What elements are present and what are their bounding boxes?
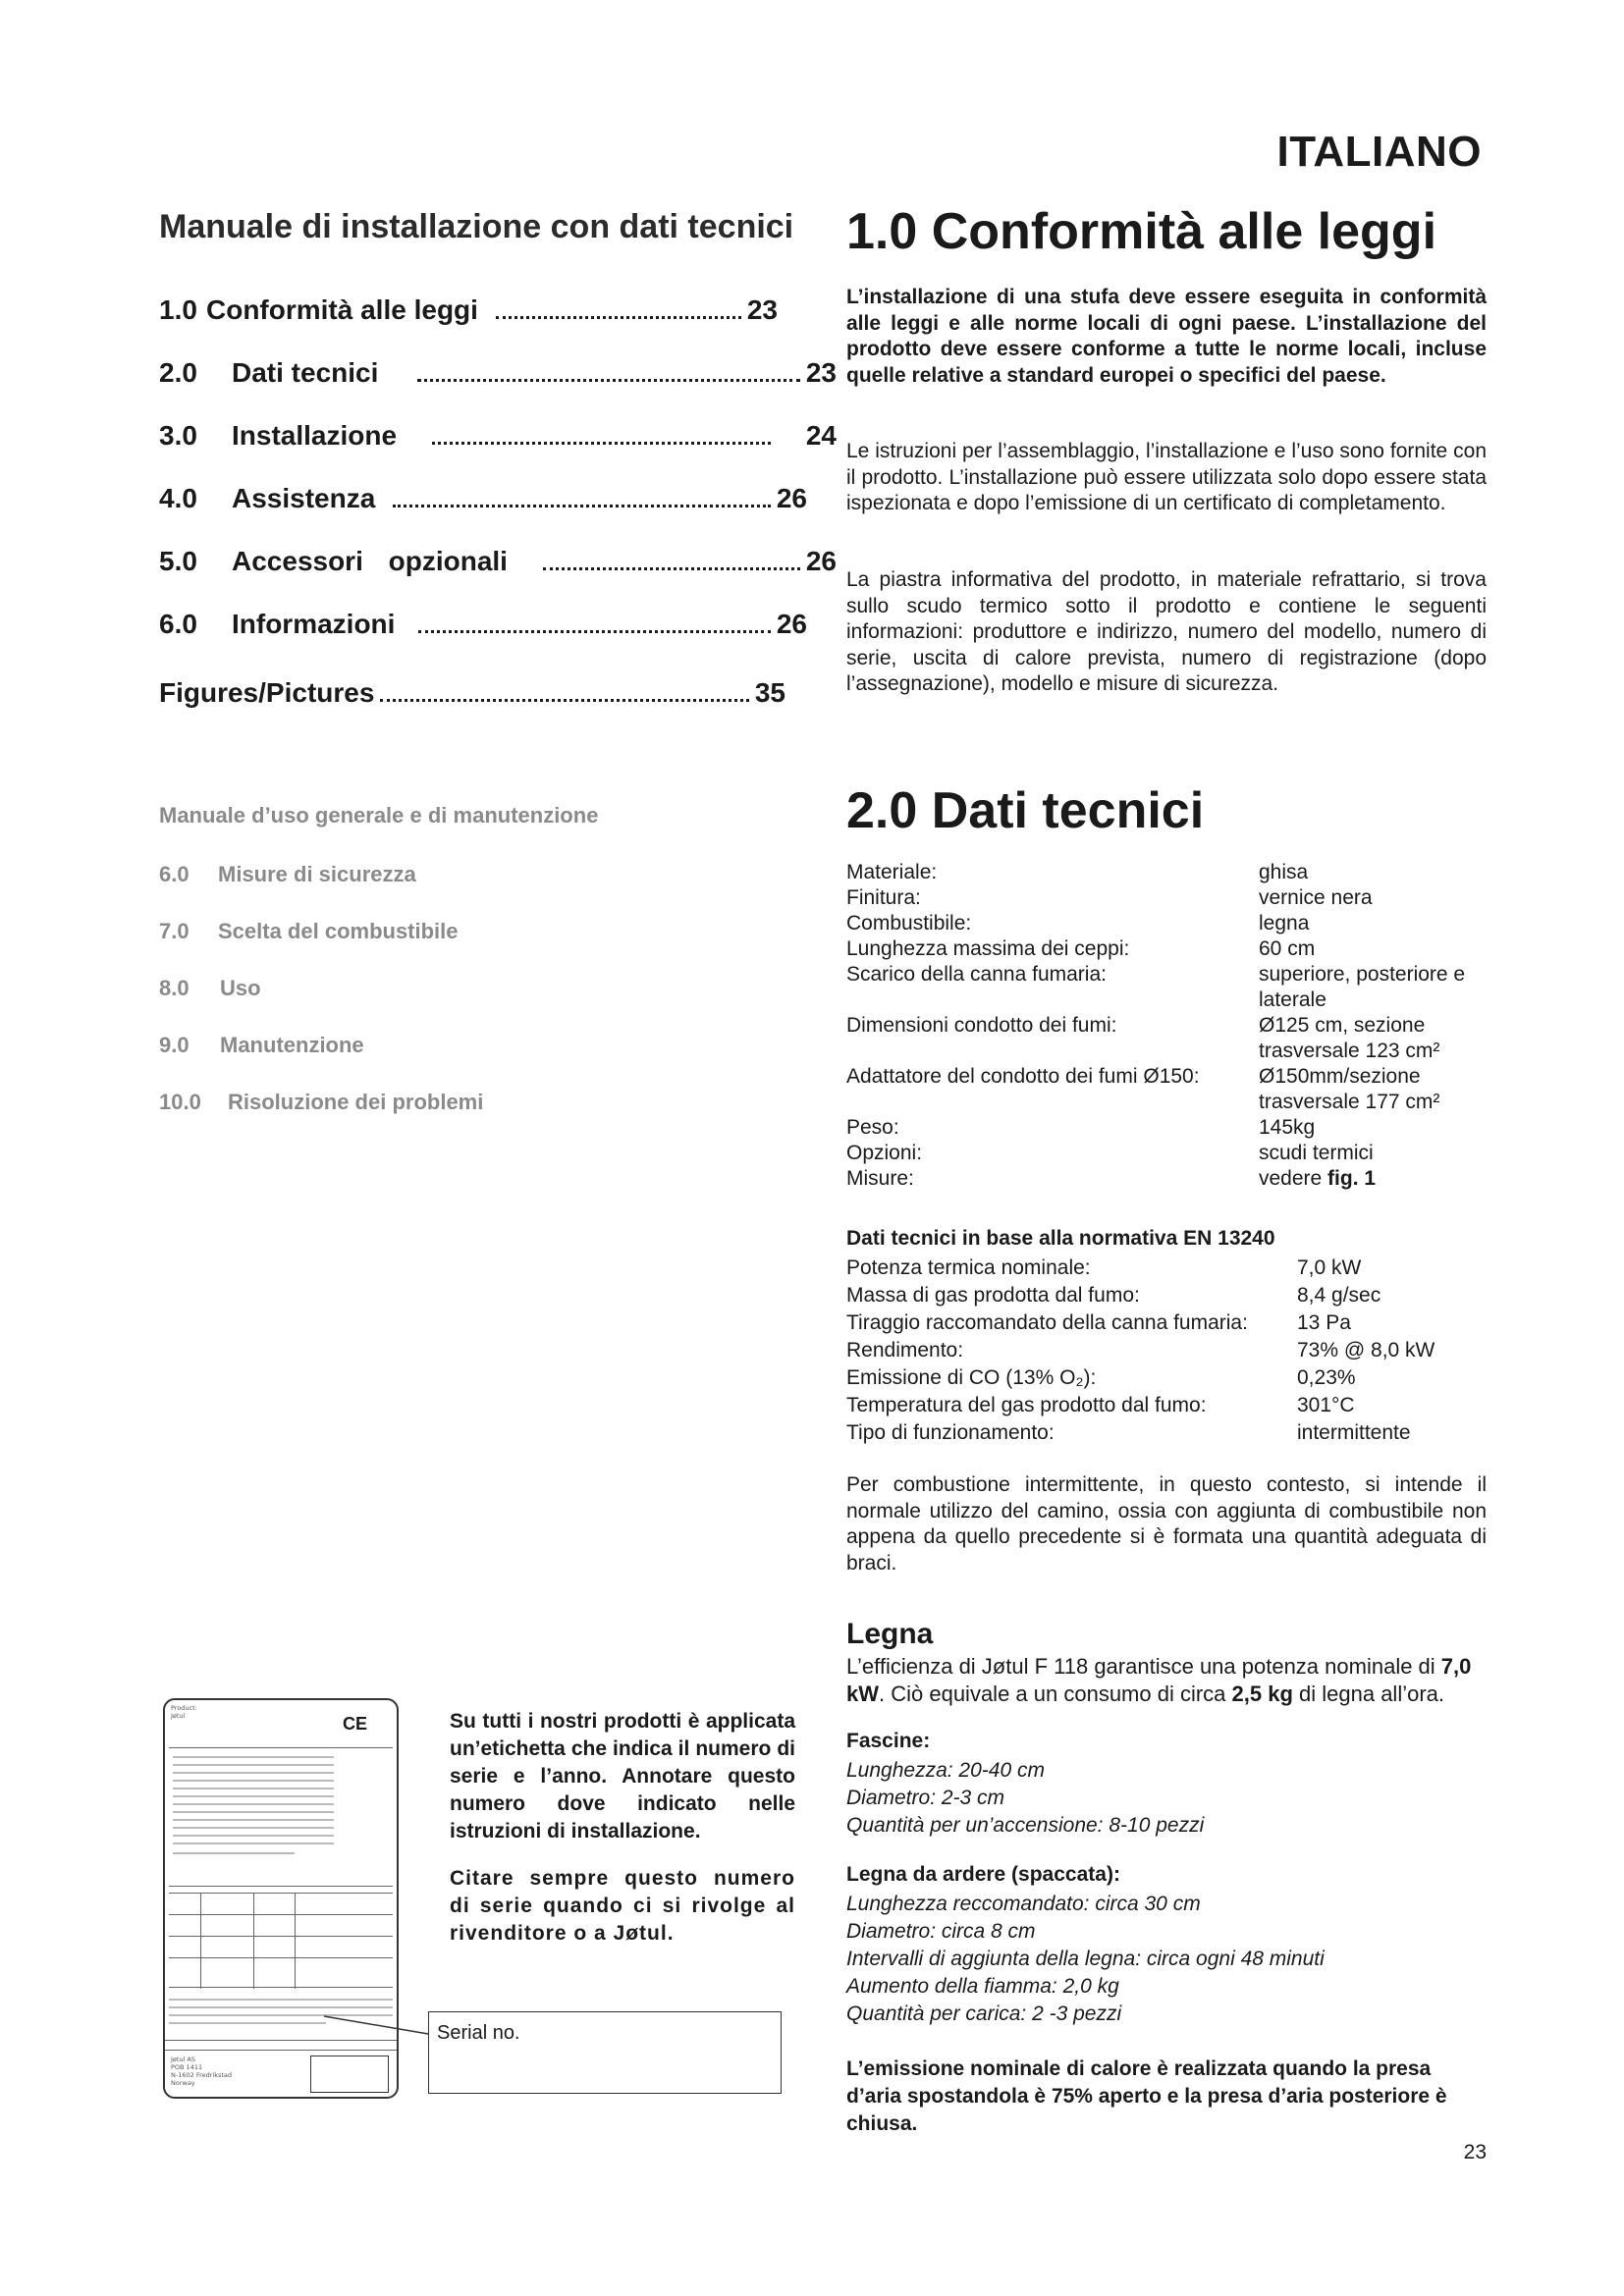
user-manual-item[interactable]: 8.0 Uso <box>159 976 261 1000</box>
fascine-item: Lunghezza: 20-40 cm <box>846 1759 1045 1782</box>
toc-label: Informazioni <box>232 609 396 639</box>
legna-title: Legna <box>846 1618 934 1650</box>
label-note-paragraph-1: Su tutti i nostri prodotti è applicata un’etichetta che indica il numero di serie e l’anno. Annotare questo numero dove indicato nelle istruzioni di installazione. <box>450 1710 795 1842</box>
toc-label: Dati tecnici <box>232 357 379 388</box>
en-spec-row: Tiraggio raccomandato della canna fumaria: 13 Pa <box>846 1311 1351 1334</box>
toc-page: 35 <box>754 677 785 708</box>
toc-title: Manuale di installazione con dati tecnici <box>159 208 794 245</box>
en-spec-row: Temperatura del gas prodotto dal fumo: 301°C <box>846 1394 1355 1416</box>
en-spec-row: Potenza termica nominale: 7,0 kW <box>846 1256 1362 1279</box>
toc-page: 23 <box>805 357 837 388</box>
user-manual-item[interactable]: 6.0 Misure di sicurezza <box>159 862 416 886</box>
product-label-illustration: Product: Jøtul CE Jøtul AS POB 1411 N-1602 Fredrikstad Norway <box>163 1698 399 2099</box>
page-number: 23 <box>1463 2141 1487 2163</box>
ardere-title: Legna da ardere (spaccata): <box>846 1863 1120 1886</box>
fascine-title: Fascine: <box>846 1730 931 1752</box>
spec-row: Dimensioni condotto dei fumi: Ø125 cm, sezione trasversale 123 cm² <box>846 1014 1440 1062</box>
toc-leader <box>418 630 770 633</box>
toc-label: Assistenza <box>232 483 376 513</box>
spec-row: Materiale: ghisa <box>846 861 1309 883</box>
ardere-item: Intervalli di aggiunta della legna: circa ogni 48 minuti <box>846 1948 1325 1970</box>
section2-title: 2.0 Dati tecnici <box>846 782 1205 839</box>
language-heading: ITALIANO <box>1276 128 1482 176</box>
toc-list <box>159 294 837 726</box>
section1-paragraph-1: L’installazione di una stufa deve essere eseguita in conformità alle leggi e alle norme locali di ogni paese. L’installazione del prodotto deve essere conforme a tutte le norme locali, incluse quelle relative a standard europei o specifici del paese. <box>846 286 1487 387</box>
en-spec-row: Massa di gas prodotta dal fumo: 8,4 g/sec <box>846 1284 1381 1307</box>
fascine-item: Quantità per un’accensione: 8-10 pezzi <box>846 1814 1205 1837</box>
fascine-list <box>846 1757 1204 1840</box>
label-note-paragraph-2: Citare sempre questo numero di serie quando ci si rivolge al rivenditore o a Jøtul. <box>450 1867 795 1945</box>
ardere-item: Lunghezza reccomandato: circa 30 cm <box>846 1893 1201 1915</box>
spec-table <box>846 860 1514 1192</box>
spec-row: Adattatore del condotto dei fumi Ø150: Ø150mm/sezione trasversale 177 cm² <box>846 1065 1440 1113</box>
en-spec-table <box>846 1255 1514 1447</box>
serial-pointer-line <box>324 2012 432 2042</box>
toc-item-2[interactable] <box>159 357 837 389</box>
toc-num: 5.0 <box>159 546 197 576</box>
toc-page: 26 <box>776 483 807 513</box>
toc-leader <box>380 699 748 702</box>
spec-row: Lunghezza massima dei ceppi: 60 cm <box>846 937 1316 960</box>
en-spec-row: Emissione di CO (13% O₂): 0,23% <box>846 1366 1356 1389</box>
section1-title: 1.0 Conformità alle leggi <box>846 203 1437 260</box>
toc-leader <box>496 316 741 319</box>
label-info-block <box>169 1747 393 1887</box>
en-spec-row: Rendimento: 73% @ 8,0 kW <box>846 1339 1435 1362</box>
toc-label: Accessori opzionali <box>232 546 508 576</box>
toc-item-7[interactable] <box>159 677 837 709</box>
en-spec-row: Tipo di funzionamento: intermittente <box>846 1421 1411 1444</box>
en-specs-title: Dati tecnici in base alla normativa EN 13240 <box>846 1227 1275 1250</box>
label-serial-box <box>310 2056 389 2093</box>
section1-paragraph-2: Le istruzioni per l’assemblaggio, l’installazione e l’uso sono fornite con il prodotto. L’installazione può essere utilizzata solo dopo essere stata ispezionata e dopo l’emissione di un certificato di completamento. <box>846 440 1487 514</box>
toc-page: 24 <box>805 420 837 451</box>
toc-item-5[interactable] <box>159 546 837 577</box>
ardere-list <box>846 1891 1325 2028</box>
toc-leader <box>432 442 771 445</box>
user-manual-item[interactable]: 7.0 Scelta del combustibile <box>159 919 459 943</box>
spec-row: Finitura: vernice nera <box>846 886 1373 909</box>
ardere-item: Diametro: circa 8 cm <box>846 1920 1036 1943</box>
figure-reference[interactable]: fig. 1 <box>1327 1167 1377 1190</box>
toc-label: Installazione <box>232 420 398 451</box>
intermittent-paragraph: Per combustione intermittente, in questo contesto, si intende il normale utilizzo del camino, ossia con aggiunta di combustibile non appena da quello precedente si è formata una quantità adeguata di braci. <box>846 1473 1487 1575</box>
spec-row: Opzioni: scudi termici <box>846 1142 1374 1164</box>
label-approval-table <box>169 1893 393 1989</box>
toc-num: 4.0 <box>159 483 197 513</box>
toc-item-1[interactable] <box>159 294 837 326</box>
serial-number-box <box>428 2011 782 2094</box>
toc-item-6[interactable] <box>159 609 837 640</box>
spec-row: Misure: vedere fig. 1 <box>846 1167 1377 1190</box>
toc-page: 26 <box>776 609 807 639</box>
legna-final-paragraph: L’emissione nominale di calore è realizzata quando la presa d’aria spostandola è 75% aperto e la presa d’aria posteriore è chiusa. <box>846 2057 1447 2135</box>
ce-mark-icon: CE <box>342 1714 367 1734</box>
toc-item-4[interactable] <box>159 483 837 514</box>
toc-leader <box>543 567 800 570</box>
toc-label: Conformità alle leggi <box>206 294 478 325</box>
user-manual-item[interactable]: 10.0 Risoluzione dei problemi <box>159 1090 484 1114</box>
spec-row: Scarico della canna fumaria: superiore, posteriore e laterale <box>846 963 1466 1011</box>
serial-number-label: Serial no. <box>437 2022 520 2044</box>
legna-intro: L’efficienza di Jøtul F 118 garantisce una potenza nominale di 7,0 kW. Ciò equivale a un consumo di circa 2,5 kg di legna all’ora. <box>846 1654 1472 1706</box>
toc-num: 1.0 <box>159 294 197 325</box>
ardere-item: Quantità per carica: 2 -3 pezzi <box>846 2002 1122 2025</box>
toc-leader <box>393 505 771 507</box>
spec-row: Peso: 145kg <box>846 1116 1316 1139</box>
user-manual-item[interactable]: 9.0 Manutenzione <box>159 1033 364 1057</box>
toc-page: 26 <box>805 546 837 576</box>
toc-num: 6.0 <box>159 609 197 639</box>
toc-num: 3.0 <box>159 420 197 451</box>
user-manual-title: Manuale d’uso generale e di manutenzione <box>159 803 599 828</box>
fascine-item: Diametro: 2-3 cm <box>846 1787 1005 1809</box>
toc-item-3[interactable] <box>159 420 837 452</box>
toc-label: Figures/Pictures <box>159 677 375 708</box>
ardere-item: Aumento della fiamma: 2,0 kg <box>846 1975 1119 1998</box>
toc-page: 23 <box>746 294 778 325</box>
section1-paragraph-3: La piastra informativa del prodotto, in materiale refrattario, si trova sullo scudo termico sotto il prodotto e contiene le seguenti informazioni: produttore e indirizzo, numero del modello, numero di serie, uscita di calore prevista, numero di registrazione (dopo l’assegnazione), modello e misure di sicurezza. <box>846 568 1487 695</box>
toc-num: 2.0 <box>159 357 197 388</box>
toc-leader <box>417 379 799 382</box>
spec-row: Combustibile: legna <box>846 912 1310 934</box>
